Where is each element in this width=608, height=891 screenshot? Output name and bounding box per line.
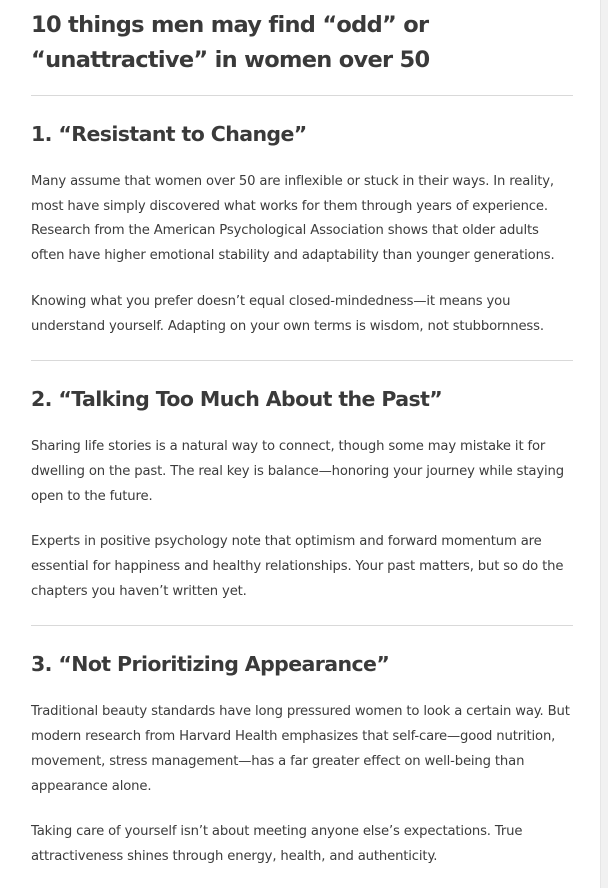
section-paragraph: Many assume that women over 50 are inflexible or stuck in their ways. In reality, most have simply discovered what works for them through years of experience. Research from the American Psychological Association shows that older adults often have higher emotional stability and adaptability than younger generations. <box>31 174 555 264</box>
page-title: 10 things men may find “odd” or “unattractive” in women over 50 <box>31 8 573 96</box>
section-heading: 2. “Talking Too Much About the Past” <box>31 387 443 412</box>
section-paragraph: Experts in positive psychology note that optimism and forward momentum are essential for happiness and healthy relationships. Your past matters, but so do the chapters you haven’t written yet. <box>31 534 564 599</box>
page-scrollbar[interactable] <box>600 0 608 888</box>
section-resistant-to-change <box>31 120 573 361</box>
section-heading: 1. “Resistant to Change” <box>31 122 307 146</box>
section-paragraph: Knowing what you prefer doesn’t equal closed-mindedness—it means you understand yourself. Adapting on your own terms is wisdom, not stubbornness. <box>31 293 544 334</box>
section-talking-about-past <box>31 385 573 626</box>
section-paragraph: Sharing life stories is a natural way to connect, though some may mistake it for dwelling on the past. The real key is balance—honoring your journey while staying open to the future. <box>31 439 564 504</box>
section-paragraph: Taking care of yourself isn’t about meeting anyone else’s expectations. True attractiveness shines through energy, health, and authenticity. <box>31 824 523 864</box>
section-paragraph: Traditional beauty standards have long pressured women to look a certain way. But modern research from Harvard Health emphasizes that self-care—good nutrition, movement, stress management—has a far greater effect on well-being than appearance alone. <box>31 704 570 794</box>
section-heading: 3. “Not Prioritizing Appearance” <box>31 652 390 677</box>
article-body <box>31 8 573 891</box>
section-not-prioritizing-appearance <box>31 650 573 869</box>
